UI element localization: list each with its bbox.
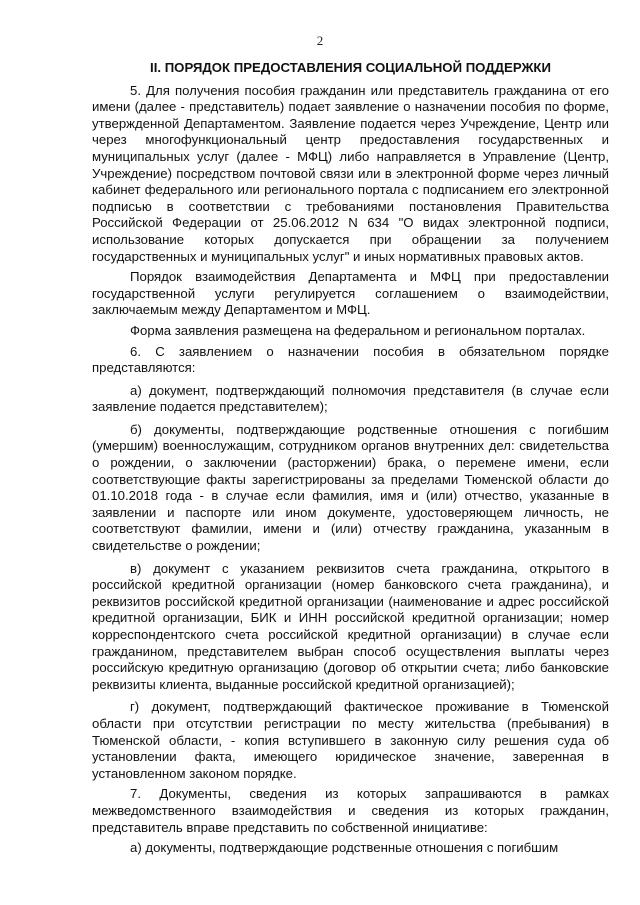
section-title: II. ПОРЯДОК ПРЕДОСТАВЛЕНИЯ СОЦИАЛЬНОЙ ПОДДЕРЖКИ	[150, 60, 551, 75]
paragraph-6a: а) документ, подтверждающий полномочия представителя (в случае если заявление подается представителем);	[92, 382, 609, 415]
page-number: 2	[316, 33, 324, 48]
paragraph-7: 7. Документы, сведения из которых запрашиваются в рамках межведомственного взаимодействия и сведения из которых гражданин, представитель вправе представить по собственной инициативе:	[92, 786, 609, 835]
paragraph-6b: б) документы, подтверждающие родственные отношения с погибшим (умершим) военнослужащим, сотрудником органов внутренних дел: свидетельства о рождении, о заключении (расторжении) брака, о перемене имени, если соответствующие факты зарегистрированы за пределами Тюменской области до 01.10.2018 года - в случае если фамилия, имя и (или) отчество, указанные в заявлении и паспорте или ином документе, удостоверяющем личность, не соответствуют фамилии, имени и (или) отчеству гражданина, указанным в свидетельстве о рождении;	[92, 421, 609, 554]
paragraph-6v: в) документ с указанием реквизитов счета гражданина, открытого в российской кредитной организации (номер банковского счета гражданина), и реквизитов российской кредитной организации (наименование и адрес российской кредитной организации, БИК и ИНН российской кредитной организации; номер корреспондентского счета российской кредитной организации) в случае если гражданином, представителем выбран способ осуществления выплаты через российскую кредитную организацию (договор об открытии счета; либо банковские реквизиты клиента, выданные российской кредитной организацией);	[92, 560, 609, 692]
paragraph-6: 6. С заявлением о назначении пособия в обязательном порядке представляются:	[92, 343, 609, 376]
paragraph-mfc-interaction: Порядок взаимодействия Департамента и МФЦ при предоставлении государственной услуги регулируется соглашением о взаимодействии, заключаемым между Департаментом и МФЦ.	[92, 269, 609, 318]
paragraph-form-location: Форма заявления размещена на федеральном и региональном порталах.	[130, 322, 586, 338]
paragraph-7a: а) документы, подтверждающие родственные отношения с погибшим	[130, 840, 559, 856]
paragraph-5: 5. Для получения пособия гражданин или представитель гражданина от его имени (далее - представитель) подает заявление о назначении пособия по форме, утвержденной Департаментом. Заявление подается через Учреждение, Центр или через многофункциональный центр предоставления государственных и муниципальных услуг (далее - МФЦ) либо направляется в Управление (Центр, Учреждение) посредством почтовой связи или в электронной форме через личный кабинет федерального или регионального портала с подписанием его электронной подписью в соответствии с требованиями постановления Правительства Российской Федерации от 25.06.2012 N 634 "О видах электронной подписи, использование которых допускается при обращении за получением государственных и муниципальных услуг" и иных нормативных правовых актов.	[92, 82, 609, 264]
document-body	[92, 60, 609, 857]
paragraph-6g: г) документ, подтверждающий фактическое проживание в Тюменской области при отсутствии регистрации по месту жительства (пребывания) в Тюменской области, - копия вступившего в законную силу решения суда об установлении факта, имеющего юридическое значение, заверенная в установленном законом порядке.	[92, 699, 609, 781]
